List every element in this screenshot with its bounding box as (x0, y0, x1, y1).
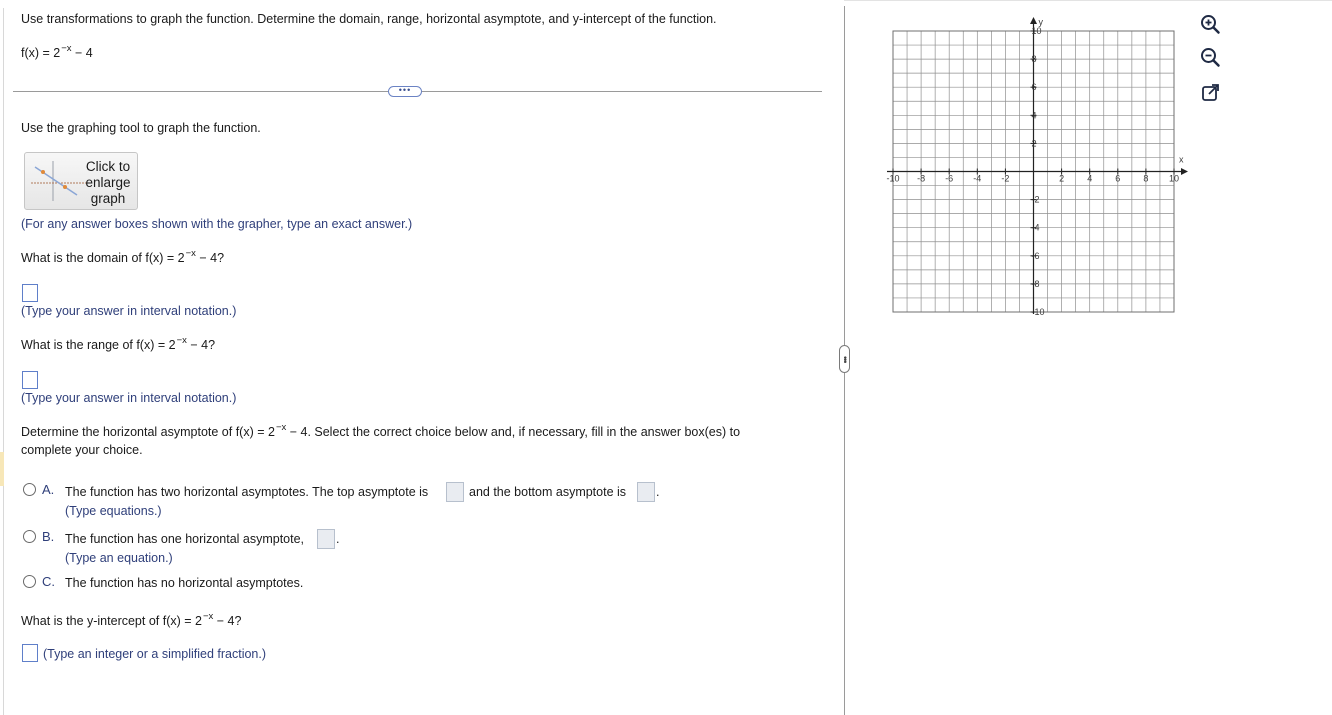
choice-b-text: The function has one horizontal asymptote, (65, 532, 305, 546)
enlarge-label-line3: graph (90, 191, 126, 206)
range-hint: (Type your answer in interval notation.) (21, 391, 237, 405)
function-exponent: −x (61, 43, 72, 54)
y-axis-arrow (1030, 17, 1037, 24)
x-axis-label: x (1179, 154, 1184, 165)
choice-b-letter: B. (42, 529, 55, 544)
function-base: f(x) = 2 (21, 46, 61, 60)
choice-a-period: . (656, 485, 660, 499)
range-question-exp: −x (176, 335, 187, 346)
asymptote-question-exp: −x (275, 422, 287, 433)
yint-hint: (Type an integer or a simplified fraction.) (43, 647, 267, 661)
enlarge-label (83, 159, 133, 207)
y-tick-label: -4 (1031, 222, 1040, 233)
x-tick-label: -10 (886, 173, 900, 184)
range-question-post: − 4? (186, 338, 216, 352)
choice-c-text: The function has no horizontal asymptotes. (65, 576, 304, 590)
asymptote-question-post: − 4. Select the correct choice below and, if necessary, fill in the answer box(es) to (286, 425, 741, 439)
yint-input[interactable] (22, 644, 38, 662)
y-tick-label: 6 (1031, 82, 1037, 93)
yint-question-pre: What is the y-intercept of f(x) = 2 (21, 614, 202, 628)
exact-answer-note: (For any answer boxes shown with the grapher, type an exact answer.) (21, 217, 413, 231)
x-tick-label: 6 (1115, 173, 1121, 184)
choice-b-period: . (336, 532, 340, 546)
mini-graph-icon (31, 161, 87, 201)
asymptote-question-pre: Determine the horizontal asymptote of f(x) = 2 (21, 425, 275, 439)
asymptote-question (21, 422, 741, 439)
domain-input[interactable] (22, 284, 38, 302)
asymptote-question-line2: complete your choice. (21, 443, 143, 457)
range-question-pre: What is the range of f(x) = 2 (21, 338, 176, 352)
choice-a-letter: A. (42, 482, 55, 497)
x-tick-label: 10 (1168, 173, 1180, 184)
choice-c-letter: C. (42, 574, 55, 589)
graph-prompt: Use the graphing tool to graph the function. (21, 121, 261, 135)
choice-a-bottom-asymptote-input[interactable] (637, 482, 655, 502)
choice-a-text1: The function has two horizontal asymptotes. The top asymptote is (65, 485, 429, 499)
expand-button[interactable]: ••• (388, 86, 422, 97)
x-tick-label: -4 (973, 173, 982, 184)
domain-question-pre: What is the domain of f(x) = 2 (21, 251, 185, 265)
function-tail: − 4 (71, 46, 93, 60)
choice-b-asymptote-input[interactable] (317, 529, 335, 549)
enlarge-graph-button[interactable] (24, 152, 138, 210)
top-rule (844, 0, 1332, 1)
y-tick-label: 2 (1031, 138, 1037, 149)
enlarge-label-line1: Click to (85, 159, 131, 174)
choice-a-text2: and the bottom asymptote is (469, 485, 627, 499)
domain-question (21, 248, 225, 265)
enlarge-label-line2: enlarge (85, 175, 131, 190)
choice-a-hint: (Type equations.) (65, 504, 162, 518)
zoom-in-icon[interactable] (1199, 13, 1221, 35)
y-tick-label: 8 (1031, 54, 1037, 65)
instruction-text: Use transformations to graph the function. Determine the domain, range, horizontal asymptote, and y-intercept of the function. (21, 12, 717, 26)
domain-question-exp: −x (185, 248, 196, 259)
domain-hint: (Type your answer in interval notation.) (21, 304, 237, 318)
y-tick-label: -6 (1031, 250, 1040, 261)
range-input[interactable] (22, 371, 38, 389)
x-tick-label: 8 (1143, 173, 1149, 184)
graphing-tool[interactable] (880, 14, 1195, 320)
x-axis-arrow (1181, 168, 1188, 175)
active-part-marker (0, 452, 4, 486)
choice-a-top-asymptote-input[interactable] (446, 482, 464, 502)
choice-c-radio[interactable] (23, 575, 36, 588)
x-tick-label: -2 (1001, 173, 1010, 184)
choice-b-hint: (Type an equation.) (65, 551, 173, 565)
x-tick-label: -6 (945, 173, 954, 184)
y-tick-label: -2 (1031, 194, 1040, 205)
yint-question-exp: −x (202, 611, 214, 622)
choice-b-radio[interactable] (23, 530, 36, 543)
yint-question-post: − 4? (213, 614, 242, 628)
function-display (21, 43, 93, 60)
y-tick-label: -10 (1031, 307, 1045, 317)
splitter-handle[interactable]: ••• (839, 345, 850, 373)
yint-question (21, 611, 242, 628)
x-tick-label: 4 (1087, 173, 1093, 184)
y-tick-label: -8 (1031, 278, 1040, 289)
y-tick-label: 10 (1031, 26, 1042, 36)
domain-question-post: − 4? (195, 251, 225, 265)
left-border (3, 8, 4, 715)
x-tick-label: 2 (1059, 173, 1065, 184)
y-axis-label: y (1038, 17, 1043, 27)
zoom-out-icon[interactable] (1199, 46, 1221, 68)
choice-a-radio[interactable] (23, 483, 36, 496)
x-tick-label: -8 (917, 173, 926, 184)
popout-icon[interactable] (1200, 82, 1222, 104)
range-question (21, 335, 216, 352)
y-tick-label: 4 (1031, 110, 1037, 121)
